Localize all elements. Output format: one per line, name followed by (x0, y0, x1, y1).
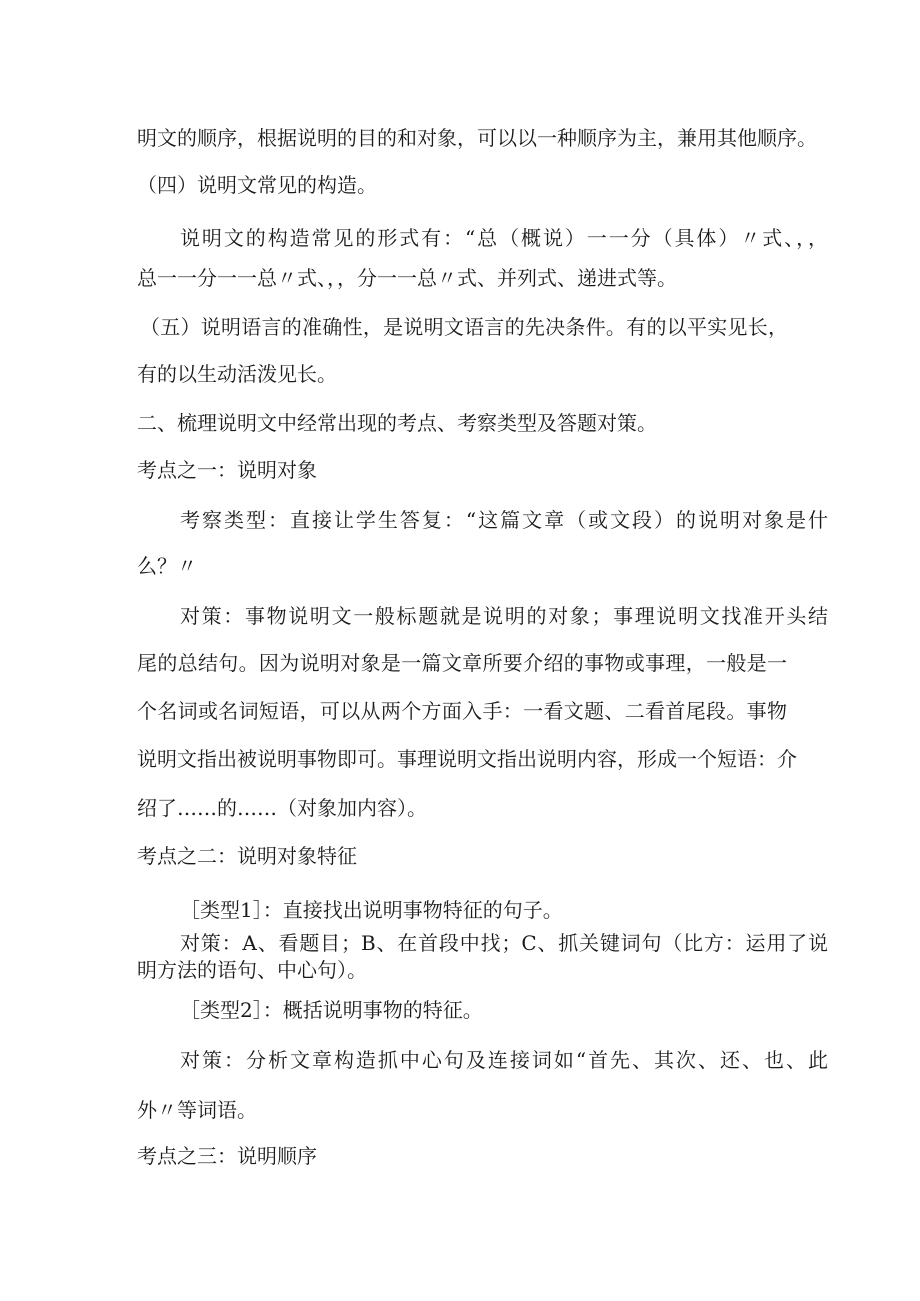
paragraph-line: 外〃等词语。 (137, 1098, 257, 1122)
paragraph-line: 说明文的构造常见的形式有：“总（概说）一一分（具体）〃式、，， (180, 226, 828, 250)
paragraph-line: 对策：A、看题目；B、在首段中找；C、抓关键词句（比方：运用了说 (180, 931, 828, 955)
paragraph-line: 说明文指出被说明事物即可。事理说明文指出说明内容，形成一个短语：介 (137, 747, 797, 771)
paragraph-line: ［类型1］：直接找出说明事物特征的句子。 (180, 898, 563, 922)
section-heading: 考点之三：说明顺序 (137, 1144, 317, 1168)
paragraph-line: 个名词或名词短语，可以从两个方面入手：一看文题、二看首尾段。事物 (137, 699, 787, 723)
paragraph-line: 考察类型：直接让学生答复：“这篇文章（或文段）的说明对象是什 (180, 508, 828, 532)
paragraph-line: （五）说明语言的准确性，是说明文语言的先决条件。有的以平实见长， (140, 315, 788, 339)
paragraph-line: ［类型2］：概括说明事物的特征。 (180, 998, 483, 1022)
paragraph-line: 绍了……的……（对象加内容）。 (137, 796, 427, 820)
section-heading: 考点之一：说明对象 (137, 458, 317, 482)
section-heading: 考点之二：说明对象特征 (137, 844, 357, 868)
paragraph-line: 尾的总结句。因为说明对象是一篇文章所要介绍的事物或事理，一般是一 (137, 651, 787, 675)
paragraph-line: 明方法的语句、中心句）。 (137, 958, 367, 982)
paragraph-line: 对策：分析文章构造抓中心句及连接词如“首先、其次、还、也、此 (180, 1048, 828, 1072)
section-heading: （四）说明文常见的构造。 (137, 173, 377, 197)
paragraph-line: 么？〃 (137, 554, 197, 578)
paragraph-line: 明文的顺序，根据说明的目的和对象，可以以一种顺序为主，兼用其他顺序。 (137, 126, 817, 150)
paragraph-line: 有的以生动活泼见长。 (137, 362, 337, 386)
paragraph-line: 总一一分一一总〃式、，，分一一总〃式、并列式、递进式等。 (137, 266, 677, 290)
section-heading: 二、梳理说明文中经常出现的考点、考察类型及答题对策。 (137, 411, 657, 435)
paragraph-line: 对策：事物说明文一般标题就是说明的对象；事理说明文找准开头结 (180, 604, 828, 628)
